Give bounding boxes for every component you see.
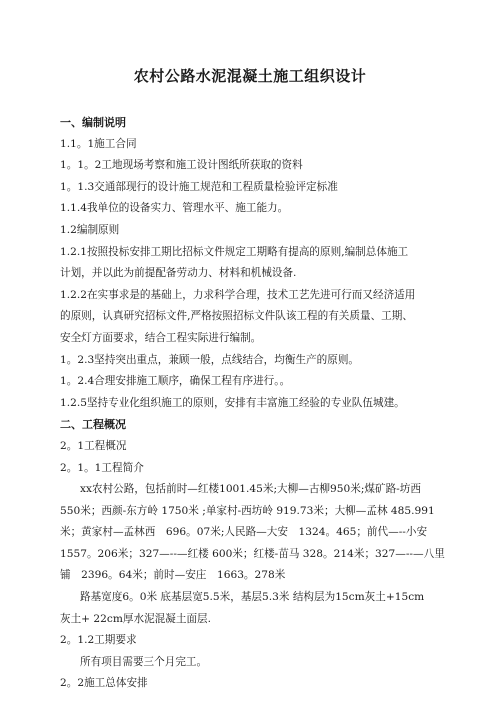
- section-heading-1: 一、编制说明: [60, 116, 126, 129]
- section-heading-2: 二、工程概况: [60, 418, 126, 432]
- paragraph-line: 安全灯方面要求，结合工程实际进行编制。: [60, 331, 262, 344]
- paragraph-line: 550米；西颜-东方岭 1750米 ;单家村-西坊岭 919.73米；大柳—孟林 485.991: [60, 504, 435, 517]
- paragraph-line: 的原则，认真研究招标文件,严格按照招标文件队该工程的有关质量、工期、: [60, 310, 413, 323]
- paragraph-line: 1.1。1施工合同: [60, 137, 137, 150]
- paragraph-line: xx农村公路，包括前时—红楼1001.45米;大柳—古柳950米;煤矿路-坊西: [80, 483, 421, 496]
- paragraph-line: 灰土+ 22cm厚水泥混凝土面层.: [60, 612, 212, 625]
- paragraph-line: 2。1工程概况: [60, 439, 127, 452]
- paragraph-line: 路基宽度6。0米 底基层宽5.5米，基层5.3米 结构层为15cm灰土+15cm: [80, 591, 425, 604]
- document-title: 农村公路水泥混凝土施工组织设计: [133, 67, 367, 85]
- paragraph-line: 1.2编制原则: [60, 223, 120, 236]
- paragraph-line: 1。2.3坚持突出重点，兼顾一般，点线结合，均衡生产的原则。: [60, 353, 360, 366]
- paragraph-line: 2。2施工总体安排: [60, 677, 148, 690]
- document-body: [60, 112, 460, 695]
- paragraph-line: 2。1.2工期要求: [60, 634, 137, 647]
- paragraph-line: 1。1.3交通部现行的设计施工规范和工程质量检验评定标准: [60, 180, 338, 193]
- paragraph-line: 计划，并以此为前提配备劳动力、材料和机械设备.: [60, 267, 297, 280]
- paragraph-line: 1.2.2在实事求是的基础上，力求科学合理，技术工艺先进可行而又经济适用: [60, 288, 416, 301]
- paragraph-line: 1.2.1按照投标安排工期比招标文件规定工期略有提高的原则,编制总体施工: [60, 245, 409, 258]
- paragraph-line: 1557。206米；327—--—红楼 600米；红楼-苗马 328。214米；327—--—八里: [60, 547, 445, 560]
- paragraph-line: 所有项目需要三个月完工。: [80, 655, 208, 668]
- paragraph-line: 米；黄家村—孟林西 696。07米;人民路—大安 1324。465；前代—--小安: [60, 526, 428, 539]
- paragraph-line: 1.1.4我单位的设备实力、管理水平、施工能力。: [60, 202, 289, 215]
- paragraph-line: 1.2.5坚持专业化组织施工的原则，安排有丰富施工经验的专业队伍城建。: [60, 396, 405, 409]
- paragraph-line: 铺 2396。64米；前时—安庄 1663。278米: [60, 569, 286, 582]
- paragraph-line: 2。1。1工程简介: [60, 461, 144, 474]
- paragraph-line: 1。1。2工地现场考察和施工设计图纸所获取的资料: [60, 159, 303, 172]
- paragraph-line: 1。2.4合理安排施工顺序，确保工程有序进行。。: [60, 375, 291, 388]
